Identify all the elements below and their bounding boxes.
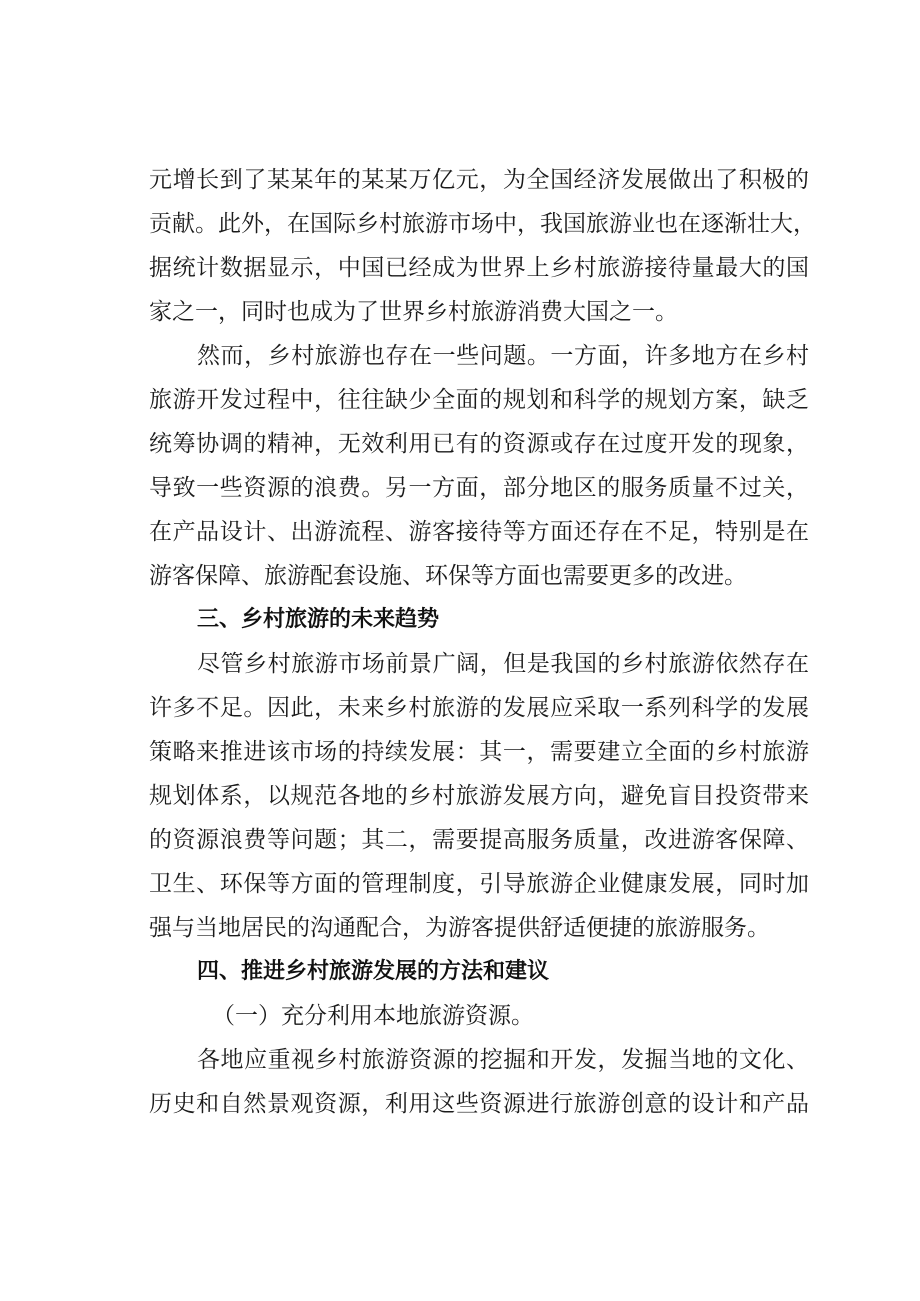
section-heading-3: 三、乡村旅游的未来趋势 xyxy=(197,607,440,632)
paragraph-4-line-2: 历史和自然景观资源，利用这些资源进行旅游创意的设计和产品 xyxy=(149,1091,809,1117)
paragraph-1-line-4: 家之一，同时也成为了世界乡村旅游消费大国之一。 xyxy=(149,299,678,325)
paragraph-3-line-4: 规划体系，以规范各地的乡村旅游发展方向，避免盲目投资带来 xyxy=(149,783,809,809)
paragraph-2-line-6: 游客保障、旅游配套设施、环保等方面也需要更多的改进。 xyxy=(149,563,747,589)
paragraph-4-line-1: 各地应重视乡村旅游资源的挖掘和开发，发掘当地的文化、 xyxy=(197,1047,809,1073)
paragraph-2-line-4: 导致一些资源的浪费。另一方面，部分地区的服务质量不过关， xyxy=(149,475,809,501)
paragraph-2-line-5: 在产品设计、出游流程、游客接待等方面还存在不足，特别是在 xyxy=(149,519,809,545)
paragraph-3-line-7: 强与当地居民的沟通配合，为游客提供舒适便捷的旅游服务。 xyxy=(149,915,770,941)
paragraph-3-line-6: 卫生、环保等方面的管理制度，引导旅游企业健康发展，同时加 xyxy=(149,871,809,897)
paragraph-3-line-2: 许多不足。因此，未来乡村旅游的发展应采取一系列科学的发展 xyxy=(149,695,809,721)
subsection-heading-4-1: （一）充分利用本地旅游资源。 xyxy=(212,1003,534,1029)
paragraph-3-line-5: 的资源浪费等问题；其二，需要提高服务质量，改进游客保障、 xyxy=(149,827,809,853)
section-heading-4: 四、推进乡村旅游发展的方法和建议 xyxy=(197,959,550,984)
paragraph-1-line-1: 元增长到了某某年的某某万亿元，为全国经济发展做出了积极的 xyxy=(149,167,809,193)
paragraph-1-line-2: 贡献。此外，在国际乡村旅游市场中，我国旅游业也在逐渐壮大， xyxy=(149,211,816,237)
paragraph-2-line-1: 然而，乡村旅游也存在一些问题。一方面，许多地方在乡村 xyxy=(197,343,809,369)
paragraph-3-line-1: 尽管乡村旅游市场前景广阔，但是我国的乡村旅游依然存在 xyxy=(197,651,809,677)
paragraph-2-line-2: 旅游开发过程中，往往缺少全面的规划和科学的规划方案，缺乏 xyxy=(149,387,809,413)
paragraph-3-line-3: 策略来推进该市场的持续发展：其一，需要建立全面的乡村旅游 xyxy=(149,739,809,765)
paragraph-1-line-3: 据统计数据显示，中国已经成为世界上乡村旅游接待量最大的国 xyxy=(149,255,809,281)
paragraph-2-line-3: 统筹协调的精神，无效利用已有的资源或存在过度开发的现象， xyxy=(149,431,809,457)
